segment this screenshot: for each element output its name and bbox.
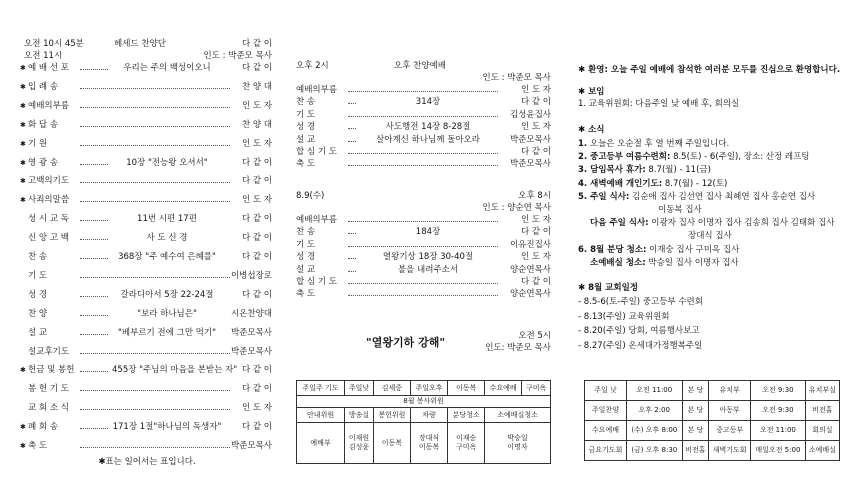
- service-row: [22, 251, 272, 263]
- row-label: 기 도: [28, 270, 48, 281]
- row-content: 314장: [356, 96, 500, 108]
- row-content: 171장 1절"하나님의 독생자": [112, 422, 222, 433]
- table-cell: 오전 9:30: [751, 381, 806, 401]
- volunteer-table: [296, 380, 551, 464]
- row-right: 인 도 자: [520, 215, 551, 225]
- row-right: 다 같 이: [241, 365, 272, 376]
- news-item: [590, 217, 840, 229]
- pm-header: [296, 60, 551, 72]
- table-cell: 비전홀: [805, 401, 839, 421]
- service-row: [22, 346, 272, 358]
- service-row: [22, 364, 272, 376]
- row-label: 교 회 소 식: [28, 403, 69, 414]
- row-right: 다 같 이: [241, 157, 272, 168]
- service-row: [22, 62, 272, 74]
- header-row: [22, 50, 272, 62]
- news-text: 이동복 집사: [658, 205, 702, 215]
- table-cell: 수요예배: [485, 381, 522, 396]
- dots: [348, 246, 498, 247]
- wed-header: [296, 190, 551, 202]
- service-row: [296, 251, 551, 263]
- pm-time: 오후 2시: [296, 61, 329, 71]
- dots: [80, 296, 108, 297]
- service-row: [22, 383, 272, 395]
- star-icon: ✱: [20, 82, 26, 91]
- table-cell: 이재숭 구미옥: [448, 423, 485, 464]
- row-content: 10장 "전능왕 오셔서": [126, 157, 208, 168]
- service-row: [296, 134, 551, 146]
- dots: [80, 164, 108, 165]
- table-cell: 봉헌위원: [373, 408, 410, 423]
- table-cell: 주일주 기도: [297, 381, 345, 396]
- table-cell: 분당청소: [448, 408, 485, 423]
- row-right: 인 도 자: [241, 195, 272, 206]
- row-right: 이병섭장로: [230, 270, 272, 281]
- table-cell: 김세중: [373, 381, 410, 396]
- table-cell: 금요기도회: [585, 441, 627, 461]
- report-item: 1. 교육위원회: 다음주일 낮 예배 후, 회의실: [578, 99, 740, 109]
- service-row: [296, 96, 551, 108]
- news-label: 다음 주일 식사:: [590, 218, 649, 229]
- star-icon: ✱: [20, 64, 26, 72]
- table-cell: 주일찬양: [585, 401, 627, 421]
- row-label: 설교후기도: [28, 346, 70, 357]
- fri-leader-row: [296, 342, 551, 354]
- row-content: 갈라디아서 5장 22-24절: [120, 289, 214, 300]
- row-label: 설 교: [28, 327, 48, 338]
- row-label: 축 도: [28, 441, 48, 451]
- news-item: [578, 178, 840, 190]
- service-row: [22, 194, 272, 206]
- row-content: 살아계신 하나님께 돌아오라: [356, 134, 500, 146]
- row-label: 설 교: [296, 264, 316, 275]
- table-cell: 본 당: [682, 421, 709, 441]
- dots: [80, 409, 230, 410]
- wed-leader-row: [296, 202, 551, 214]
- service-row: [22, 308, 272, 320]
- row-right: 다 같 이: [520, 147, 551, 157]
- row-right: 다 같 이: [241, 214, 272, 225]
- table-cell: 주일낮: [345, 381, 374, 396]
- news-label: 1.: [578, 139, 588, 149]
- dots: [80, 353, 230, 354]
- dots: [80, 145, 230, 146]
- dots: [348, 295, 498, 296]
- schedule-item: - 8.27(주일) 온세대가정행복주일: [578, 340, 703, 351]
- table-cell: 본 당: [682, 401, 709, 421]
- table-cell: 유치부실: [805, 381, 839, 401]
- news-label: 3. 담임목사 휴가:: [578, 165, 646, 176]
- row-label: 찬 송: [28, 252, 48, 262]
- row-label: 영 광 송: [28, 157, 59, 168]
- table-cell: 장대식 이동복: [410, 423, 447, 464]
- row-content: 사도행전 14장 8-28절: [356, 121, 500, 133]
- dots: [348, 165, 498, 166]
- report-heading: ✱ 보임: [578, 87, 605, 97]
- fri-time: 오전 5시: [518, 331, 551, 341]
- news-item: [578, 164, 840, 176]
- header-mid: 헤세드 찬양단: [114, 39, 166, 49]
- dots: [80, 201, 230, 202]
- dots: [80, 88, 230, 89]
- news-label: 소예배실 청소:: [590, 257, 646, 268]
- row-label: 예배의부름: [296, 215, 338, 225]
- service-row: [22, 119, 272, 131]
- table-cell: 오전 9:30: [751, 401, 806, 421]
- service-row: [22, 421, 272, 433]
- schedule-item: - 8.13(주일) 교육위원회: [578, 311, 670, 322]
- table-cell: 오전 11:00: [751, 421, 806, 441]
- news-text: 장대식 집사: [688, 231, 732, 242]
- service-row: [296, 121, 551, 133]
- row-content: 사 도 신 경: [146, 233, 188, 244]
- row-label: 기 원: [28, 138, 48, 149]
- service-row: [22, 232, 272, 244]
- row-right: 다 같 이: [241, 384, 272, 395]
- row-right: 다 같 이: [241, 422, 272, 433]
- row-right: 이유진집사: [509, 239, 551, 250]
- row-label: 봉 헌 기 도: [28, 384, 69, 395]
- table-cell: 방송실: [345, 408, 374, 423]
- row-label: 헌금 및 봉헌: [28, 365, 75, 376]
- row-right: 찬 양 대: [241, 119, 272, 130]
- row-label: 기 도: [296, 109, 316, 120]
- row-right: 다 같 이: [241, 289, 272, 300]
- table-cell: 이동복: [373, 423, 410, 464]
- service-row: [22, 289, 272, 301]
- row-label: 설 교: [296, 134, 316, 145]
- row-label: 예 배 선 포: [28, 63, 69, 73]
- fri-title: "열왕기하 강해": [366, 336, 446, 349]
- row-right: 박준모목사: [230, 346, 272, 357]
- row-label: 폐 회 송: [28, 422, 59, 433]
- table-caption: 8월 봉사위원: [297, 396, 551, 408]
- header-left: 오전 11시: [24, 51, 63, 61]
- table-cell: 중고등부: [709, 421, 751, 441]
- row-right: 김성윤집사: [509, 109, 551, 120]
- news-item: [578, 244, 840, 256]
- row-right: 다 같 이: [241, 252, 272, 262]
- service-row: [22, 100, 272, 112]
- row-right: 인 도 자: [520, 252, 551, 263]
- row-label: 성 시 교 독: [28, 214, 69, 225]
- row-content: 11번 시편 17편: [137, 214, 197, 225]
- dots: [80, 447, 230, 448]
- row-label: 성 경: [296, 122, 316, 133]
- row-right: 박준모목사: [230, 327, 272, 338]
- news-label: 6. 8월 분당 청소:: [578, 244, 647, 255]
- schedule-item: - 8.5-6(토-주일) 중고등부 수련회: [578, 297, 703, 307]
- table-cell: 아동부: [709, 401, 751, 421]
- row-content: 184장: [356, 226, 500, 238]
- service-row: [22, 81, 272, 93]
- row-label: 찬 송: [296, 97, 316, 108]
- service-row: [22, 157, 272, 169]
- table-cell: 비전홀: [682, 441, 709, 461]
- table-cell: 소예배실: [805, 441, 839, 461]
- service-row: [22, 213, 272, 225]
- schedule-heading: ✱ 8월 교회일정: [578, 283, 639, 293]
- news-text: 8.7(월) - 11(금): [645, 165, 711, 176]
- row-label: 사죄의말씀: [28, 195, 70, 206]
- service-row: [296, 226, 551, 238]
- news-item: [590, 257, 840, 269]
- schedule-item: - 8.20(주일) 당회, 여름행사보고: [578, 326, 700, 336]
- table-cell: 새벽기도회: [709, 441, 751, 461]
- table-cell: 차량: [410, 408, 447, 423]
- row-right: 박준모목사: [509, 159, 551, 170]
- header-right: 다 같 이: [241, 39, 272, 49]
- row-right: 찬 양 대: [241, 81, 272, 92]
- news-text: 이재숭 집사 구미옥 집사: [646, 244, 740, 255]
- row-right: 박준모목사: [230, 441, 272, 451]
- row-label: 성 경: [28, 289, 48, 300]
- dots: [80, 239, 108, 240]
- dots: [348, 116, 498, 117]
- row-right: 양순연목사: [509, 289, 551, 300]
- dots: [348, 283, 498, 284]
- star-icon: ✱: [20, 196, 26, 205]
- dots: [80, 107, 230, 108]
- fri-leader: 인도: 박준모 목사: [485, 343, 551, 353]
- row-content: 열왕기상 18장 30-40절: [356, 251, 500, 263]
- table-cell: 오후 2:00: [626, 401, 682, 421]
- star-icon: ✱: [20, 423, 26, 432]
- news-text: 8.7(월) - 12(토): [662, 178, 728, 189]
- table-cell: (금) 오후 8:30: [626, 441, 682, 461]
- row-label: 기 도: [296, 239, 316, 250]
- dots: [348, 153, 498, 154]
- row-right: 시온찬양대: [230, 308, 272, 319]
- dots: [80, 182, 230, 183]
- dots: [80, 315, 108, 316]
- row-content: "베부르기 전에 그만 먹기": [117, 327, 217, 338]
- service-row: [296, 109, 551, 121]
- service-row: [22, 440, 272, 452]
- service-row: [22, 270, 272, 282]
- header-row: [22, 38, 272, 50]
- row-label: 합 심 기 도: [296, 277, 337, 287]
- row-label: 입 례 송: [28, 81, 59, 92]
- table-cell: 이재원 김성윤: [345, 423, 374, 464]
- table-cell: 박승일 이명자: [485, 423, 551, 464]
- news-text: 오늘은 오순절 후 열 번째 주일입니다.: [587, 139, 730, 149]
- service-row: [296, 276, 551, 288]
- row-content: 368장 "주 예수여 은혜를": [118, 252, 216, 262]
- star-icon: ✱: [20, 177, 26, 186]
- row-label: 예배의부름: [28, 100, 70, 111]
- service-row: [22, 175, 272, 187]
- news-label: 2. 중고등부 여름수련회:: [578, 152, 671, 163]
- news-item: [578, 151, 840, 163]
- table-cell: 수요예배: [585, 421, 627, 441]
- star-icon: ✱: [20, 442, 26, 450]
- dots: [348, 91, 498, 92]
- wed-time: 오후 8시: [518, 191, 551, 201]
- dots: [348, 221, 498, 222]
- table-cell: 이동복: [448, 381, 485, 396]
- service-row: [296, 84, 551, 96]
- service-row: [296, 158, 551, 170]
- service-row: [296, 264, 551, 276]
- pm-title: 오후 찬양예배: [394, 61, 446, 71]
- service-row: [296, 288, 551, 300]
- row-right: 다 같 이: [520, 97, 551, 108]
- table-cell: 소예배실청소: [485, 408, 551, 423]
- news-item: [658, 204, 840, 216]
- row-right: 인 도 자: [520, 85, 551, 95]
- header-left: 오전 10시 45분: [24, 39, 84, 49]
- dots: [80, 428, 108, 429]
- table-cell: 오전 11:00: [626, 381, 682, 401]
- fri-time-row: [296, 330, 551, 342]
- dots: [80, 220, 108, 221]
- wed-date: 8.9(수): [296, 191, 325, 201]
- dots: [80, 334, 108, 335]
- news-item: [578, 138, 840, 150]
- row-label: 고백의기도: [28, 176, 70, 187]
- header-right: 인도 : 박준모 목사: [203, 51, 272, 61]
- row-right: 인 도 자: [241, 100, 272, 111]
- row-right: 다 같 이: [241, 63, 272, 73]
- row-right: 인 도 자: [241, 138, 272, 149]
- news-item: [688, 230, 840, 242]
- row-right: 다 같 이: [520, 277, 551, 287]
- wed-leader: 인도 : 양순연 목사: [482, 203, 551, 213]
- row-right: 다 같 이: [520, 227, 551, 238]
- service-times-table: [584, 380, 840, 461]
- service-row: [22, 327, 272, 339]
- dots: [80, 126, 230, 127]
- dots: [80, 258, 108, 259]
- row-right: 박준모목사: [509, 134, 551, 145]
- table-cell: (수) 오후 8:00: [626, 421, 682, 441]
- row-label: 화 답 송: [28, 119, 59, 130]
- dots: [80, 277, 230, 278]
- news-item: [578, 191, 840, 203]
- row-right: 다 같 이: [241, 176, 272, 187]
- row-content: "보라 하나님은": [137, 308, 197, 319]
- table-cell: 안내위원: [297, 408, 345, 423]
- news-label: 5. 주일 식사:: [578, 191, 630, 202]
- row-right: 다 같 이: [241, 233, 272, 244]
- row-content: 455장 "주님의 마음을 본받는 자": [112, 365, 238, 376]
- pm-leader: 인도 : 박준모 목사: [482, 73, 551, 83]
- welcome-text: ✱ 환영: 오늘 주일 예배에 참석한 여러분 모두를 진심으로 환영합니다.: [578, 65, 841, 75]
- footnote: ✱표는 일어서는 표입니다.: [98, 457, 196, 467]
- table-cell: 매일오전 5:00: [751, 441, 806, 461]
- star-icon: ✱: [20, 139, 26, 148]
- table-cell: 주일오후: [410, 381, 447, 396]
- table-cell: 주일 낮: [585, 381, 627, 401]
- news-text: 이광자 집사 이명자 집사 김송희 집사 김태화 집사: [648, 218, 835, 229]
- star-icon: ✱: [20, 101, 26, 110]
- row-label: 예배의부름: [296, 85, 338, 95]
- service-row: [22, 402, 272, 414]
- row-right: 양순연목사: [509, 264, 551, 275]
- news-heading: ✱ 소식: [578, 125, 605, 135]
- row-label: 축 도: [296, 289, 316, 300]
- row-label: 축 도: [296, 159, 316, 170]
- table-cell: 회의실: [805, 421, 839, 441]
- dots: [80, 69, 108, 70]
- news-text: 김순애 집사 김선연 집사 최혜연 집사 홍순연 집사: [629, 191, 816, 202]
- service-row: [22, 138, 272, 150]
- news-text: 박승일 집사 이명자 집사: [645, 257, 739, 268]
- row-label: 찬 양: [28, 308, 48, 319]
- table-cell: 유치부: [709, 381, 751, 401]
- table-cell: 본 당: [682, 381, 709, 401]
- service-row: [296, 214, 551, 226]
- pm-leader-row: [296, 72, 551, 84]
- row-content: 불을 내려주소서: [356, 264, 500, 276]
- star-icon: ✱: [20, 158, 26, 167]
- row-right: 인 도 자: [520, 122, 551, 133]
- news-text: 8.5(토) - 6(주일), 장소: 산정 레프팅: [670, 152, 810, 163]
- row-label: 찬 송: [296, 227, 316, 238]
- table-cell: 구미옥: [522, 381, 551, 396]
- row-right: 인 도 자: [241, 403, 272, 414]
- service-row: [296, 239, 551, 251]
- row-label: 합 심 기 도: [296, 147, 337, 157]
- service-row: [296, 146, 551, 158]
- dots: [80, 390, 230, 391]
- row-label: 신 앙 고 백: [28, 233, 69, 244]
- dots: [80, 371, 108, 372]
- star-icon: ✱: [20, 366, 26, 375]
- news-label: 4. 새벽예배 개인기도:: [578, 178, 663, 189]
- row-label: 성 경: [296, 252, 316, 263]
- table-cell: 예배부: [297, 423, 345, 464]
- row-content: 우리는 주의 백성이오니: [123, 63, 211, 73]
- star-icon: ✱: [20, 120, 26, 129]
